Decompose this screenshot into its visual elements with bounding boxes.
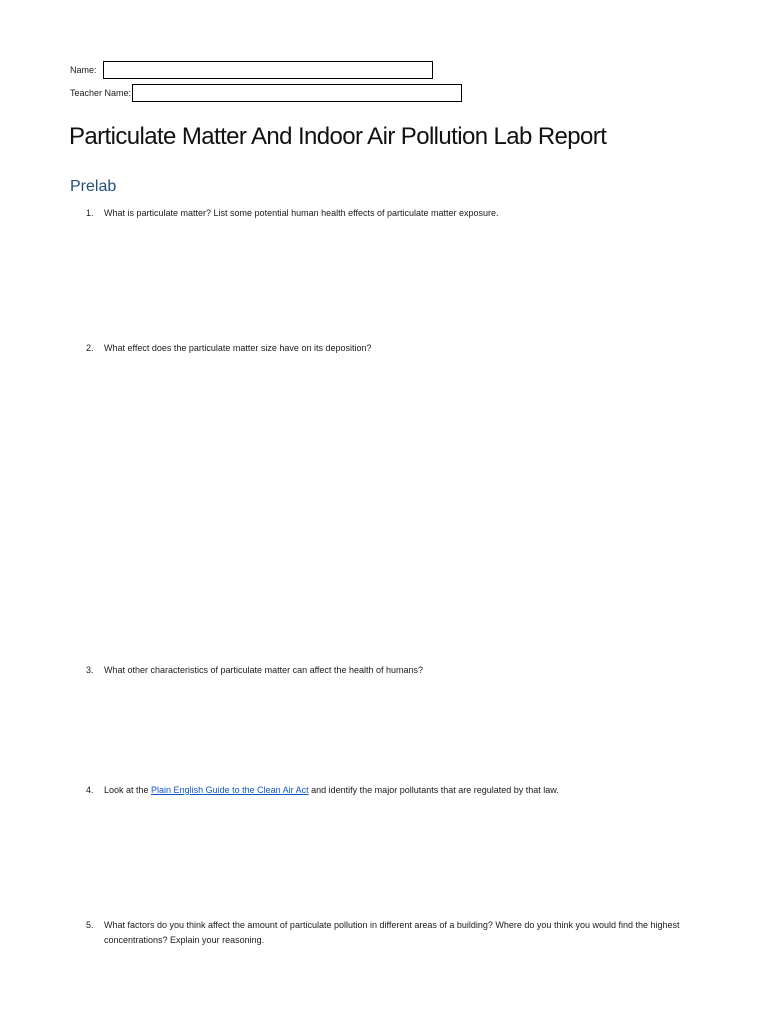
document-title: Particulate Matter And Indoor Air Pollution Lab Report <box>69 123 607 150</box>
question-text-after-link: and identify the major pollutants that are regulated by that law. <box>308 785 559 795</box>
name-label: Name: <box>70 65 97 75</box>
teacher-name-input-box[interactable] <box>132 84 462 102</box>
question-number: 1. <box>86 208 94 218</box>
prelab-question-1 <box>86 206 706 221</box>
question-text-before-link: Look at the <box>104 785 152 795</box>
name-field-row <box>70 61 433 79</box>
prelab-question-2 <box>86 341 706 356</box>
question-text: What other characteristics of particulate matter can affect the health of humans? <box>104 665 423 675</box>
question-text: What factors do you think affect the amount of particulate pollution in different areas of a building? Where do you think you would find the highest concentrations? Explain your reasoning. <box>104 920 680 945</box>
name-input-box[interactable] <box>103 61 433 79</box>
prelab-heading: Prelab <box>70 178 117 195</box>
prelab-question-4 <box>86 783 706 798</box>
question-text: What effect does the particulate matter size have on its deposition? <box>104 343 372 353</box>
question-text: What is particulate matter? List some potential human health effects of particulate matter exposure. <box>104 208 499 218</box>
question-number: 4. <box>86 785 94 795</box>
teacher-name-field-row <box>70 84 462 102</box>
clean-air-act-guide-link[interactable]: Plain English Guide to the Clean Air Act <box>151 785 309 795</box>
teacher-name-label: Teacher Name: <box>70 88 132 98</box>
question-number: 2. <box>86 343 94 353</box>
question-number: 5. <box>86 920 94 930</box>
question-number: 3. <box>86 665 94 675</box>
prelab-question-3 <box>86 663 706 678</box>
prelab-question-5 <box>86 918 702 948</box>
question-text <box>104 783 706 798</box>
